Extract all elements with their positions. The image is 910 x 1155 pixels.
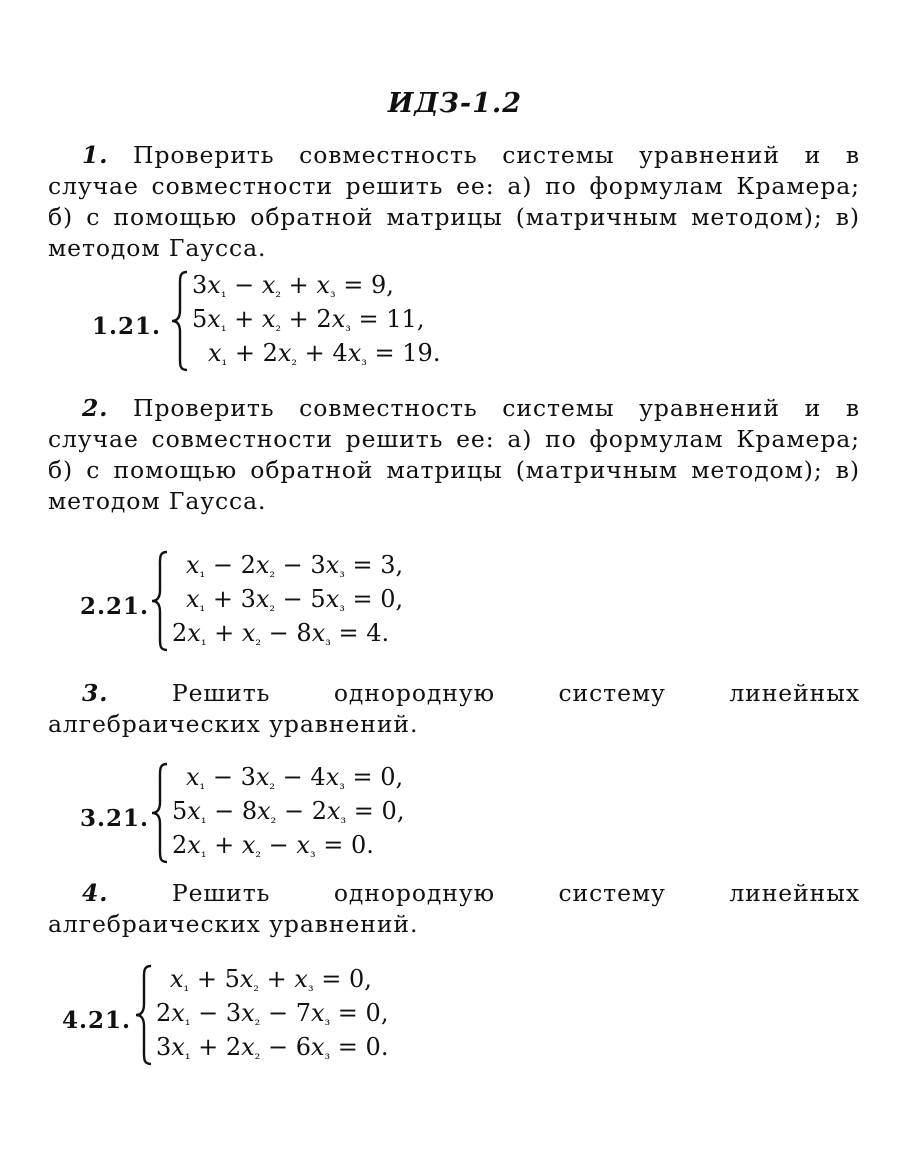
task-text: Решить однородную систему линейных алгебраических уравнений. xyxy=(48,879,860,938)
equation-row: $2x_{_1} + x_{_2} - x_{_3} = 0$. xyxy=(172,831,374,861)
page-title: ИДЗ-1.2 xyxy=(387,88,523,119)
task-number: 3. xyxy=(82,679,109,707)
brace-icon xyxy=(170,270,190,372)
equation-system-3-21 xyxy=(80,760,480,876)
task-3 xyxy=(48,678,860,740)
equation-row: $x_{_1} + 2x_{_2} + 4x_{_3} = 19$. xyxy=(208,339,441,369)
equations xyxy=(172,548,403,650)
equations xyxy=(172,760,404,862)
task-1 xyxy=(48,140,860,264)
task-text: Проверить совместность системы уравнений и в случае совместности решить ее: а) по формулам Крамера; б) с помощью обратной матрицы (матричным методом); в) методом Гаусса. xyxy=(48,394,861,515)
equation-row: $3x_{_1} - x_{_2} + x_{_3} = 9$, xyxy=(192,271,394,301)
equation-row: $5x_{_1} + x_{_2} + 2x_{_3} = 11$, xyxy=(192,305,425,335)
task-4 xyxy=(48,878,860,940)
system-label: 3.21. xyxy=(80,804,150,832)
task-text: Решить однородную систему линейных алгебраических уравнений. xyxy=(48,679,860,738)
equation-system-1-21 xyxy=(92,268,512,384)
equation-system-4-21 xyxy=(62,962,462,1078)
equation-system-2-21 xyxy=(80,548,480,664)
brace-icon xyxy=(150,550,170,652)
system-label: 4.21. xyxy=(62,1006,132,1034)
task-number: 2. xyxy=(82,394,109,422)
equation-row: $5x_{_1} - 8x_{_2} - 2x_{_3} = 0$, xyxy=(172,797,405,827)
equation-row: $x_{_1} - 2x_{_2} - 3x_{_3} = 3$, xyxy=(186,551,404,581)
system-label: 1.21. xyxy=(92,312,162,340)
system-label: 2.21. xyxy=(80,592,150,620)
equation-row: $x_{_1} - 3x_{_2} - 4x_{_3} = 0$, xyxy=(186,763,404,793)
task-number: 1. xyxy=(82,141,109,169)
equation-row: $2x_{_1} + x_{_2} - 8x_{_3} = 4$. xyxy=(172,619,390,649)
equation-row: $x_{_1} + 3x_{_2} - 5x_{_3} = 0$, xyxy=(186,585,404,615)
equation-row: $x_{_1} + 5x_{_2} + x_{_3} = 0$, xyxy=(170,965,372,995)
brace-icon xyxy=(150,762,170,864)
task-2 xyxy=(48,393,860,517)
equation-row: $3x_{_1} + 2x_{_2} - 6x_{_3} = 0$. xyxy=(156,1033,389,1063)
equations xyxy=(156,962,388,1064)
brace-icon xyxy=(134,964,154,1066)
equations xyxy=(192,268,440,370)
equation-row: $2x_{_1} - 3x_{_2} - 7x_{_3} = 0$, xyxy=(156,999,389,1029)
task-number: 4. xyxy=(82,879,109,907)
task-text: Проверить совместность системы уравнений и в случае совместности решить ее: а) по формулам Крамера; б) с помощью обратной матрицы (матричным методом); в) методом Гаусса. xyxy=(48,141,861,262)
